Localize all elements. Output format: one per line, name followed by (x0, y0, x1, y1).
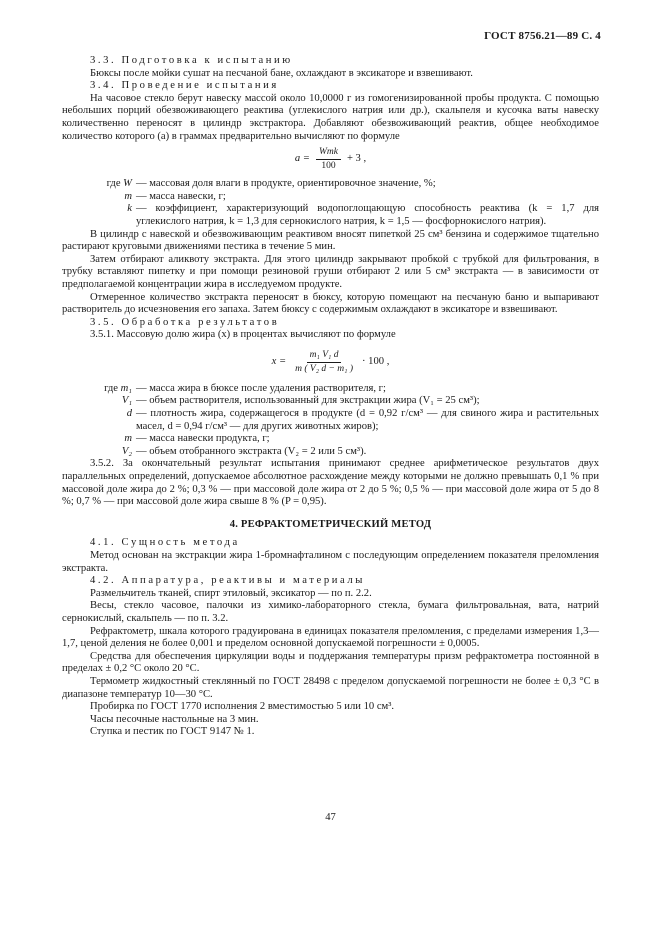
section-4-title: 4. РЕФРАКТОМЕТРИЧЕСКИЙ МЕТОД (229, 518, 432, 530)
equipment-item: Пробирка по ГОСТ 1770 исполнения 2 вместимостью 5 или 10 см³. (90, 701, 395, 713)
formula-fat-fraction (62, 350, 599, 375)
section-3-5-2: 3.5.2. За окончательный результат испытания принимают среднее арифметическое результатов двух параллельных определений, допускаемое абсолютное расхождение между которыми не должно превышать 0,1 % при массовой доле жира до 2 %; 0,3 % — при массовой доле жира от 2 до 5 %; 0,5 % — при массовой доле жира от 5 до 8 %; 0,7 % — при массовой доле жира свыше 8 % (P = 0,95). (62, 458, 599, 508)
where-lead: где (104, 382, 121, 394)
definition-d: — плотность жира, содержащегося в продукте (d = 0,92 г/см³ — для свиного жира и растительных масел, d = 0,94 г/см³ — для других животных жиров); (136, 408, 599, 432)
document-header: ГОСТ 8756.21—89 С. 4 (484, 30, 601, 42)
where-1-row (62, 203, 599, 228)
symbol-V2: V₂ (121, 445, 132, 457)
page-number: 47 (325, 812, 336, 823)
definition-V2: — объем отобранного экстракта (V₂ = 2 или 5 см³). (136, 445, 367, 457)
symbol-m: m (124, 433, 132, 445)
definition-k: — коэффициент, характеризующий водопоглощающую способность реактива (k = 1,7 для углекислого натрия, k = 1,3 для сернокислого натрия, k = 1,5 — фосфорнокислого натрия). (136, 203, 599, 227)
formula-1-denominator: 100 (321, 161, 336, 172)
section-3-4-paragraph-1: На часовое стекло берут навеску массой около 10,0000 г из гомогенизированной пробы продукта. С помощью небольших порций обезвоживающего реактива (углекислого натрия или др.), скальпеля и кусочка ваты навеску количественно переносят в цилиндр экстрактора. Добавляют обезвоживающий реактив, общее необходимое количество которого (a) в граммах предварительно вычисляют по формуле (62, 92, 599, 142)
symbol-W: W (123, 178, 132, 190)
section-4-2-title: 4.2. Аппаратура, реактивы и материалы (90, 575, 366, 587)
section-3-5-1: 3.5.1. Массовую долю жира (x) в процентах вычисляют по формуле (90, 329, 396, 341)
equipment-item: Весы, стекло часовое, палочки из химико-лабораторного стекла, бумага фильтровальная, вата, натрий сернокислый, скальпель — по п. 3.2. (62, 600, 599, 624)
section-3-4-paragraph-4: Отмеренное количество экстракта переносят в бюксу, которую помещают на песчаную баню и выпаривают растворитель до исчезновения его запаха. Затем бюксу с содержимым охлаждают в эксикаторе и взвешивают. (62, 291, 599, 316)
equipment-item: Размельчитель тканей, спирт этиловый, эксикатор — по п. 2.2. (90, 587, 372, 599)
where-2-row (62, 433, 599, 446)
formula-1-numerator: Wmk (316, 147, 341, 160)
definition-W: — массовая доля влаги в продукте, ориентировочное значение, %; (136, 178, 436, 190)
formula-1-lhs: a = (294, 153, 310, 165)
section-3-3-text: Бюксы после мойки сушат на песчаной бане, охлаждают в эксикаторе и взвешивают. (90, 67, 473, 79)
formula-2-lhs: x = (271, 356, 287, 368)
formula-1-fraction (316, 147, 341, 172)
symbol-V1: V₁ (121, 395, 132, 407)
where-1-row (62, 191, 599, 204)
equipment-item: Термометр жидкостный стеклянный по ГОСТ 28498 с пределом допускаемой погрешности не более ± 0,3 °С в диапазоне температур 10—30 °С. (62, 675, 599, 700)
formula-reagent-amount (62, 147, 599, 172)
formula-1-rest: + 3 , (346, 153, 367, 165)
section-3-5-title: 3.5. Обработка результатов (90, 316, 280, 328)
definition-m: — масса навески продукта, г; (136, 433, 270, 445)
document-body (62, 55, 599, 739)
section-3-4-title: 3.4. Проведение испытания (90, 80, 279, 92)
definition-m1: — масса жира в бюксе после удаления растворителя, г; (136, 382, 386, 394)
where-2-row (62, 383, 599, 396)
equipment-item: Ступка и пестик по ГОСТ 9147 № 1. (90, 726, 255, 738)
section-4-1-title: 4.1. Сущность метода (90, 537, 240, 549)
section-3-4-paragraph-3: Затем отбирают аликвоту экстракта. Для этого цилиндр закрывают пробкой с трубкой для фильтрования, в трубку вставляют пипетку и при помощи резиновой груши отбирают 2 или 5 см³ экстракта — в зависимости от предполагаемой концентрации жира в исследуемом продукте. (62, 253, 599, 290)
formula-2-rest: · 100 , (362, 356, 390, 368)
equipment-item: Рефрактометр, шкала которого градуирована в единицах показателя преломления, с пределами измерения 1,3—1,7, ценой деления не более 0,001 и пределом основной допускаемой погрешности ± 0,0005. (62, 625, 599, 650)
symbol-k: k (127, 203, 132, 215)
equipment-item: Средства для обеспечения циркуляции воды и поддержания температуры призм рефрактометра постоянной в пределах ± 0,2 °С около 20 °С. (62, 650, 599, 675)
formula-2-denominator: m ( V₂ d − m₁ ) (295, 363, 353, 374)
definition-m: — масса навески, г; (136, 190, 226, 202)
section-4-1-text: Метод основан на экстракции жира 1-бромнафталином с последующим определением показателя преломления экстракта. (62, 550, 599, 574)
symbol-d: d (126, 408, 132, 420)
formula-2-numerator: m₁ V₁ d (307, 350, 342, 363)
where-2-row (62, 446, 599, 459)
equipment-item: Часы песочные настольные на 3 мин. (90, 713, 259, 725)
symbol-m1: m₁ (120, 382, 132, 394)
where-2-row (62, 408, 599, 433)
definition-V1: — объем растворителя, использованный для экстракции жира (V₁ = 25 см³); (136, 395, 480, 407)
where-lead: где (106, 178, 124, 190)
where-1-row (62, 178, 599, 191)
section-3-4-paragraph-2: В цилиндр с навеской и обезвоживающим реактивом вносят пипеткой 25 см³ бензина и содержимое тщательно растирают круговыми движениями пестика в течение 5 мин. (62, 228, 599, 253)
formula-2-fraction (292, 350, 356, 375)
where-2-row (62, 395, 599, 408)
symbol-m: m (124, 190, 132, 202)
section-3-3-title: 3.3. Подготовка к испытанию (90, 55, 293, 66)
